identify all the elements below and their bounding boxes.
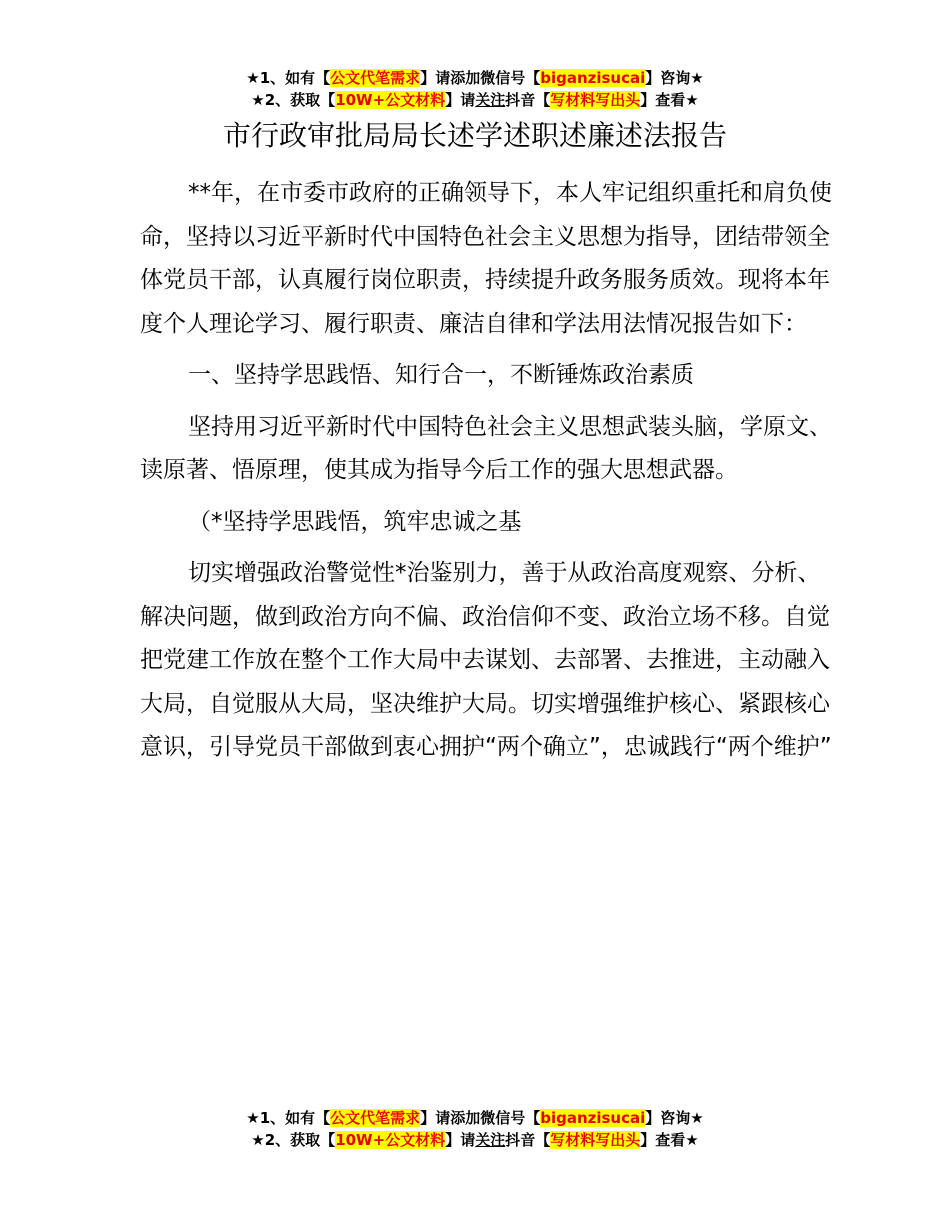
promo-banner-bottom (0, 1107, 950, 1151)
promo-line-2-middle-b: 抖音【 (505, 91, 551, 109)
promo-highlight-wechat: biganzisucai (540, 69, 646, 87)
promo-line-1-suffix: 】咨询★ (645, 1109, 704, 1127)
promo-line-1 (0, 67, 950, 89)
promo-line-2-middle-b: 抖音【 (505, 1131, 551, 1149)
paragraph-political: 切实增强政治警觉性*治鉴别力，善于从政治高度观察、分析、解决问题，做到政治方向不偏、政治信仰不变、政治立场不移。自觉把党建工作放在整个工作大局中去谋划、去部署、去推进，主动融入大局，自觉服从大局，坚决维护大局。切实增强维护核心、紧跟核心意识，引导党员干部做到衷心拥护“两个确立”，忠诚践行“两个维护” (140, 560, 832, 760)
promo-line-1-prefix: ★1、如有【 (246, 1109, 331, 1127)
promo-line-1-prefix: ★1、如有【 (246, 69, 331, 87)
promo-line-2-middle-a: 】请 (445, 1131, 476, 1149)
document-title: 市行政审批局局长述学述职述廉述法报告 (222, 119, 727, 152)
promo-line-1 (0, 1107, 950, 1129)
promo-highlight-materials: 10W+公文材料 (335, 1131, 446, 1149)
subsection-heading-1: （*坚持学思践悟，筑牢忠诚之基 (188, 508, 522, 535)
promo-highlight-service: 公文代笔需求 (330, 69, 421, 87)
promo-line-1-middle: 】请添加微信号【 (420, 69, 541, 87)
promo-line-2-prefix: ★2、获取【 (251, 91, 336, 109)
promo-line-2-middle-a: 】请 (445, 91, 476, 109)
document-body (140, 172, 840, 778)
promo-line-2-follow: 关注 (475, 91, 506, 109)
section-heading-1: 一、坚持学思践悟、知行合一，不断锤炼政治素质 (188, 362, 694, 388)
promo-highlight-materials: 10W+公文材料 (335, 91, 446, 109)
paragraph-intro: **年，在市委市政府的正确领导下，本人牢记组织重托和肩负使命，坚持以习近平新时代中国特色社会主义思想为指导，团结带领全体党员干部，认真履行岗位职责，持续提升政务服务质效。现将本年度个人理论学习、履行职责、廉洁自律和学法用法情况报告如下： (140, 180, 832, 337)
promo-line-2-follow: 关注 (475, 1131, 506, 1149)
promo-banner-top (0, 67, 950, 111)
promo-highlight-douyin: 写材料写出头 (550, 91, 641, 109)
promo-line-1-middle: 】请添加微信号【 (420, 1109, 541, 1127)
promo-line-2-prefix: ★2、获取【 (251, 1131, 336, 1149)
promo-line-2-suffix: 】查看★ (640, 1131, 699, 1149)
promo-highlight-service: 公文代笔需求 (330, 1109, 421, 1127)
promo-line-2 (0, 89, 950, 111)
promo-line-2 (0, 1129, 950, 1151)
promo-line-1-suffix: 】咨询★ (645, 69, 704, 87)
promo-line-2-suffix: 】查看★ (640, 91, 699, 109)
promo-highlight-wechat: biganzisucai (540, 1109, 646, 1127)
promo-highlight-douyin: 写材料写出头 (550, 1131, 641, 1149)
paragraph-study: 坚持用习近平新时代中国特色社会主义思想武装头脑，学原文、读原著、悟原理，使其成为指导今后工作的强大思想武器。 (140, 413, 832, 483)
